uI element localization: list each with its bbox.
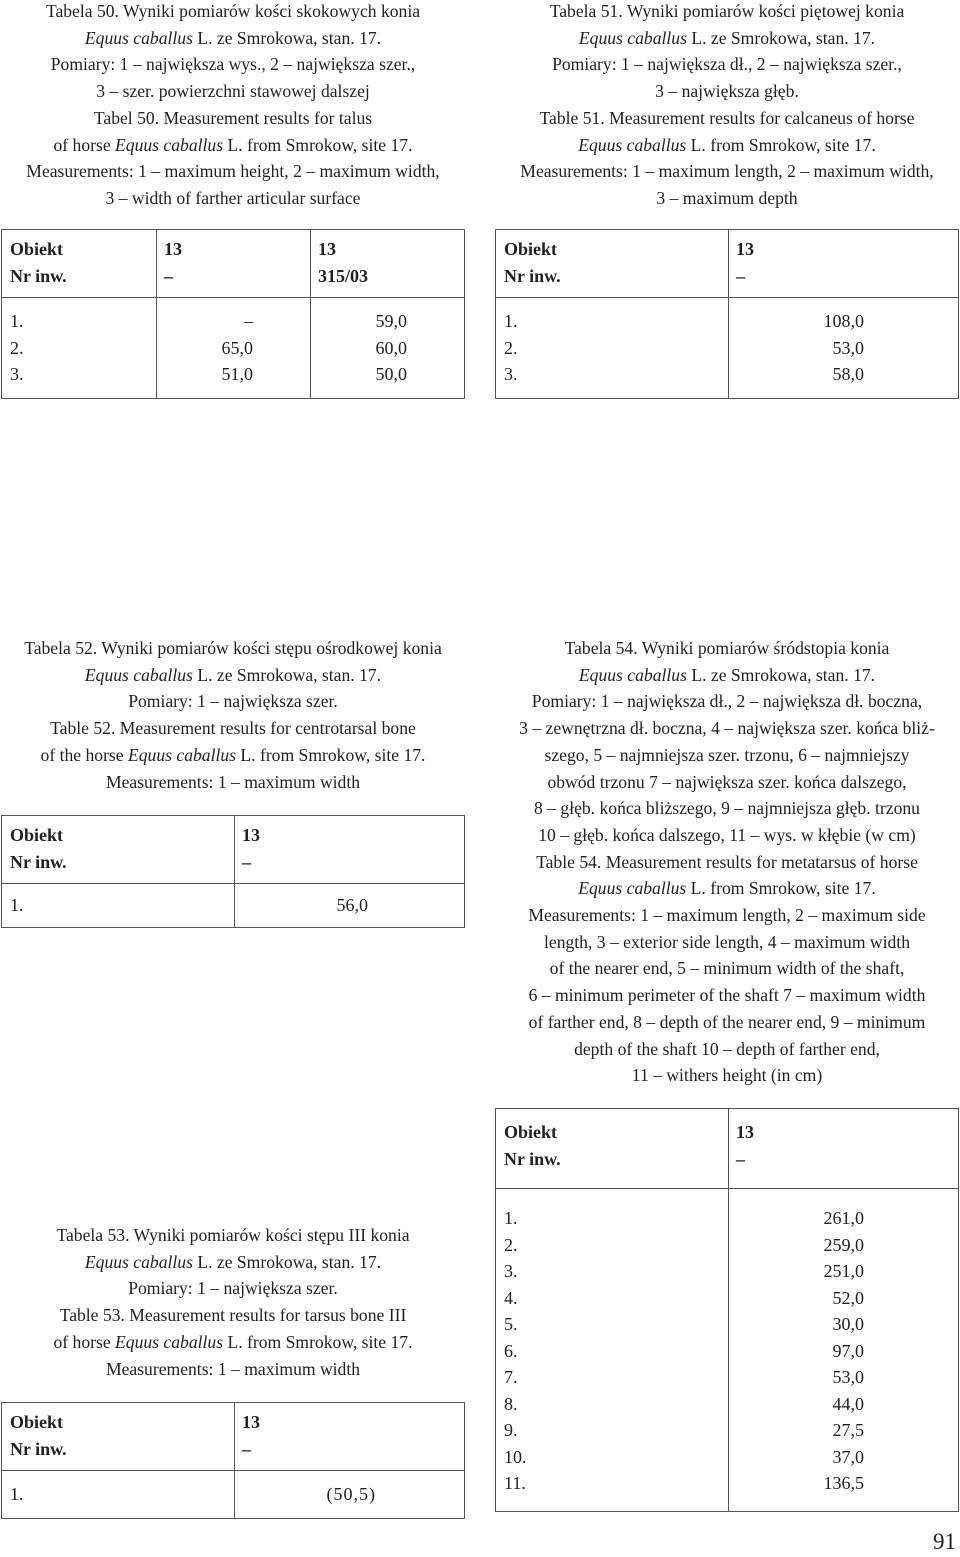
header-label: Obiekt Nr inw. (496, 230, 729, 298)
caption-line: Pomiary: 1 – największa dł., 2 – największa szer., (552, 54, 902, 75)
caption-line: Measurements: 1 – maximum length, 2 – maximum side (528, 905, 926, 926)
table-header (2, 816, 465, 884)
caption-line: Measurements: 1 – maximum width (105, 1358, 361, 1379)
caption-line: of farther end, 8 – depth of the nearer end, 9 – minimum (528, 1011, 926, 1032)
caption-line: Measurements: 1 – maximum height, 2 – maximum width, (26, 161, 440, 182)
caption-line: obwód trzonu 7 – największa szer. końca dalszego, (547, 771, 907, 792)
caption-line: szego, 5 – najmniejsza szer. trzonu, 6 – najmniejszy (544, 744, 910, 765)
caption-line: 3 – zewnętrzna dł. boczna, 4 – największa szer. końca bliż- (519, 718, 935, 739)
caption-line: Equus caballus L. ze Smrokowa, stan. 17. (84, 1251, 382, 1272)
caption-line: Table 51. Measurement results for calcaneus of horse (539, 107, 915, 128)
header-label: Obiekt Nr inw. (2, 230, 157, 298)
caption-line: 3 – największa głęb. (655, 81, 799, 102)
header-col: 13 – (235, 816, 465, 884)
caption-line: Pomiary: 1 – największa szer. (128, 1278, 338, 1299)
table-54-caption (494, 635, 960, 1089)
caption-line: Equus caballus L. ze Smrokowa, stan. 17. (578, 27, 876, 48)
table-52 (1, 815, 465, 928)
caption-line: Tabela 52. Wyniki pomiarów kości stępu ośrodkowej konia (24, 638, 442, 658)
table-body (2, 884, 465, 928)
caption-line: Equus caballus L. from Smrokow, site 17. (578, 878, 876, 899)
caption-line: Tabela 50. Wyniki pomiarów kości skokowych konia (45, 1, 421, 21)
values-col: 59,0 60,0 50,0 (311, 298, 465, 399)
table-50 (1, 229, 465, 399)
caption-line: Pomiary: 1 – największa szer. (128, 691, 338, 712)
values-col: (50,5) (235, 1471, 465, 1519)
caption-line: of the horse Equus caballus L. from Smrokow, site 17. (40, 744, 426, 765)
table-51 (495, 229, 959, 399)
header-label: Obiekt Nr inw. (2, 816, 235, 884)
caption-line: 10 – głęb. końca dalszego, 11 – wys. w kłębie (w cm) (538, 824, 916, 845)
caption-line: Table 52. Measurement results for centrotarsal bone (50, 718, 416, 739)
table-50-caption (0, 0, 466, 212)
header-label: Obiekt Nr inw. (2, 1403, 235, 1471)
caption-line: of the nearer end, 5 – minimum width of the shaft, (549, 958, 905, 979)
row-labels: 1. (2, 884, 235, 928)
caption-line: Equus caballus L. ze Smrokowa, stan. 17. (578, 664, 876, 685)
caption-line: Equus caballus L. ze Smrokowa, stan. 17. (84, 664, 382, 685)
caption-line: Tabela 54. Wyniki pomiarów śródstopia konia (564, 638, 890, 658)
header-col: 13 315/03 (311, 230, 465, 298)
caption-line: 3 – maximum depth (656, 187, 798, 208)
caption-line: Measurements: 1 – maximum width (105, 771, 361, 792)
header-col: 13 – (157, 230, 311, 298)
caption-line: Table 53. Measurement results for tarsus bone III (59, 1305, 407, 1326)
caption-line: 8 – głęb. końca bliższego, 9 – najmniejsza głęb. trzonu (534, 798, 920, 819)
table-body (2, 1471, 465, 1519)
caption-line: depth of the shaft 10 – depth of farther end, (574, 1038, 880, 1059)
caption-line: Tabela 51. Wyniki pomiarów kości piętowej konia (549, 1, 905, 21)
table-header (496, 1109, 959, 1189)
header-col: 13 – (235, 1403, 465, 1471)
table-header (2, 1403, 465, 1471)
table-header (2, 230, 465, 298)
values-col: 108,0 53,0 58,0 (729, 298, 959, 399)
row-labels: 1. 2. 3. 4. 5. 6. 7. 8. 9. 10. 11. (496, 1189, 729, 1512)
table-body (496, 1189, 959, 1512)
caption-line: Tabel 50. Measurement results for talus (93, 107, 373, 128)
row-labels: 1. 2. 3. (2, 298, 157, 399)
table-54 (495, 1108, 959, 1512)
row-labels: 1. 2. 3. (496, 298, 729, 399)
caption-line: Table 54. Measurement results for metatarsus of horse (536, 851, 918, 872)
caption-line: of horse Equus caballus L. from Smrokow, site 17. (53, 1331, 413, 1352)
caption-line: 11 – withers height (in cm) (631, 1065, 823, 1086)
caption-line: Pomiary: 1 – największa dł., 2 – największa dł. boczna, (531, 691, 923, 712)
table-header (496, 230, 959, 298)
table-53 (1, 1402, 465, 1519)
table-51-caption (494, 0, 960, 212)
header-col: 13 – (729, 230, 959, 298)
page-number: 91 (933, 1529, 956, 1554)
caption-line: 3 – szer. powierzchni stawowej dalszej (96, 81, 370, 102)
table-53-caption (0, 1222, 466, 1382)
caption-line: Equus caballus L. ze Smrokowa, stan. 17. (84, 27, 382, 48)
values-col: 56,0 (235, 884, 465, 928)
caption-line: of horse Equus caballus L. from Smrokow, site 17. (53, 134, 413, 155)
row-labels: 1. (2, 1471, 235, 1519)
caption-line: Equus caballus L. from Smrokow, site 17. (578, 134, 876, 155)
header-col: 13 – (729, 1109, 959, 1189)
table-52-caption (0, 635, 466, 795)
caption-line: Pomiary: 1 – największa wys., 2 – największa szer., (50, 54, 416, 75)
caption-line: Measurements: 1 – maximum length, 2 – maximum width, (520, 161, 934, 182)
values-col: 261,0 259,0 251,0 52,0 30,0 97,0 53,0 44,0 27,5 37,0 136,5 (729, 1189, 959, 1512)
caption-line: 6 – minimum perimeter of the shaft 7 – maximum width (528, 985, 926, 1006)
caption-line: Tabela 53. Wyniki pomiarów kości stępu III konia (56, 1225, 410, 1245)
table-body (2, 298, 465, 399)
values-col: – 65,0 51,0 (157, 298, 311, 399)
caption-line: 3 – width of farther articular surface (105, 187, 361, 208)
caption-line: length, 3 – exterior side length, 4 – maximum width (544, 931, 910, 952)
header-label: Obiekt Nr inw. (496, 1109, 729, 1189)
table-body (496, 298, 959, 399)
